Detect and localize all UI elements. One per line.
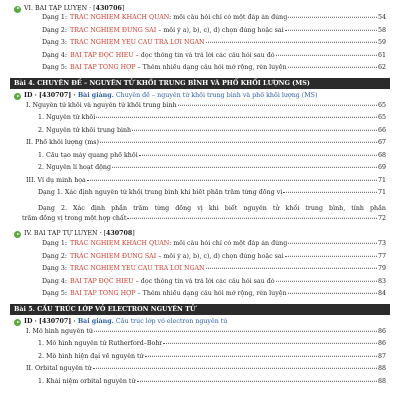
toc-entry[interactable]: 2. Nguyên lí hoạt động 69 <box>38 164 386 172</box>
toc-entry[interactable]: I. Nguyên tử khối và nguyên tử khối trung bình 65 <box>26 101 386 109</box>
exercise-list-s2 <box>14 240 386 303</box>
toc-entry[interactable]: 1. Cấu tạo máy quang phổ khối 68 <box>38 151 386 159</box>
lesson-header-4[interactable]: Bài 4. CHUYÊN ĐỀ – NGUYÊN TỬ KHỐI TRUNG BÌNH VÀ PHỔ KHỐI LƯỢNG (MS) <box>10 78 390 89</box>
exercise-item[interactable]: Dạng 4: BÀI TẬP ĐỌC HIỂU – đọc thông tin và trả lời các câu hỏi sau đó 83 <box>42 277 386 285</box>
exercise-item[interactable]: Dạng 1: TRẮC NGHIỆM KHÁCH QUAN: mỗi câu hỏi chỉ có một đáp án đúng 73 <box>42 239 386 247</box>
lecture-id-row-5[interactable]: ID · [430707] · Bài giảng. Cấu trúc lớp vỏ electron nguyên tử <box>14 316 386 328</box>
play-bullet-icon <box>14 231 21 238</box>
lesson-header-5[interactable]: Bài 5. CẤU TRÚC LỚP VỎ ELECTRON NGUYÊN TỬ <box>10 304 390 315</box>
exercise-item[interactable]: Dạng 1: TRẮC NGHIỆM KHÁCH QUAN: mỗi câu hỏi chỉ có một đáp án đúng 54 <box>42 14 386 21</box>
exercise-list-s1 <box>14 14 386 77</box>
toc-entry[interactable]: 1. Nguyên tử khối 65 <box>38 114 386 122</box>
toc-entry[interactable]: II. Phổ khối lượng (ms) 67 <box>26 139 386 147</box>
toc-entry[interactable]: Dạng 1. Xác định nguyên tử khối trung bình khi biết phần trăm từng đồng vị 71 <box>38 189 386 197</box>
exercise-item[interactable]: Dạng 2: TRẮC NGHIỆM ĐÚNG SAI – mỗi ý a), b), c), d) chọn đúng hoặc sai 77 <box>42 252 386 260</box>
toc-entry[interactable]: III. Ví dụ minh họa 71 <box>26 176 386 184</box>
toc-entry[interactable]: II. Orbital nguyên tử 88 <box>26 365 386 373</box>
toc-entry[interactable]: I. Mô hình nguyên tử 86 <box>26 327 386 335</box>
play-bullet-icon <box>14 6 21 13</box>
exercise-item[interactable]: Dạng 3: TRẮC NGHIỆM YÊU CẦU TRẢ LỜI NGẮN 79 <box>42 265 386 273</box>
exercise-item[interactable]: Dạng 2: TRẮC NGHIỆM ĐÚNG SAI – mỗi ý a), b), c), d) chọn đúng hoặc sai 58 <box>42 26 386 34</box>
toc-entry[interactable]: 1. Mô hình nguyên tử Rutherford–Bohr 86 <box>38 340 386 348</box>
toc-section-s1[interactable]: VI. BÀI TẬP LUYỆN · [430706] <box>14 2 386 14</box>
toc-entry[interactable]: 2. Mô hình hiện đại về nguyên tử 87 <box>38 352 386 360</box>
exercise-item[interactable]: Dạng 3: TRẮC NGHIỆM YÊU CẦU TRẢ LỜI NGẮN 59 <box>42 39 386 47</box>
toc-entry[interactable]: 1. Khái niệm orbital nguyên tử 88 <box>38 377 386 385</box>
exercise-item[interactable]: Dạng 5: BÀI TẬP TỔNG HỢP – Thêm nhiều dạng câu hỏi mở rộng, rèn luyện 62 <box>42 64 386 72</box>
lecture-id-row-4[interactable]: ID · [430707] · Bài giảng. Chuyên đề – nguyên tử khối trung bình và phổ khối lượng (MS) <box>14 90 386 102</box>
toc-entry[interactable]: 2. Nguyên tử khối trung bình 66 <box>38 126 386 134</box>
play-bullet-icon <box>14 93 21 100</box>
exercise-item[interactable]: Dạng 4: BÀI TẬP ĐỌC HIỂU – đọc thông tin và trả lời các câu hỏi sau đó 61 <box>42 51 386 59</box>
play-bullet-icon <box>14 319 21 326</box>
toc-entry-wrapped[interactable]: Dạng 2. Xác định phần trăm từng đồng vị khi biết nguyên tử khối trung bình, tính phần trăm đồng vị trong một hợp chất 72 <box>22 204 386 222</box>
toc-section-s2[interactable]: IV. BÀI TẬP TỰ LUYỆN · [430708] <box>14 228 386 240</box>
exercise-item[interactable]: Dạng 5: BÀI TẬP TỔNG HỢP – Thêm nhiều dạng câu hỏi mở rộng, rèn luyện 84 <box>42 290 386 298</box>
